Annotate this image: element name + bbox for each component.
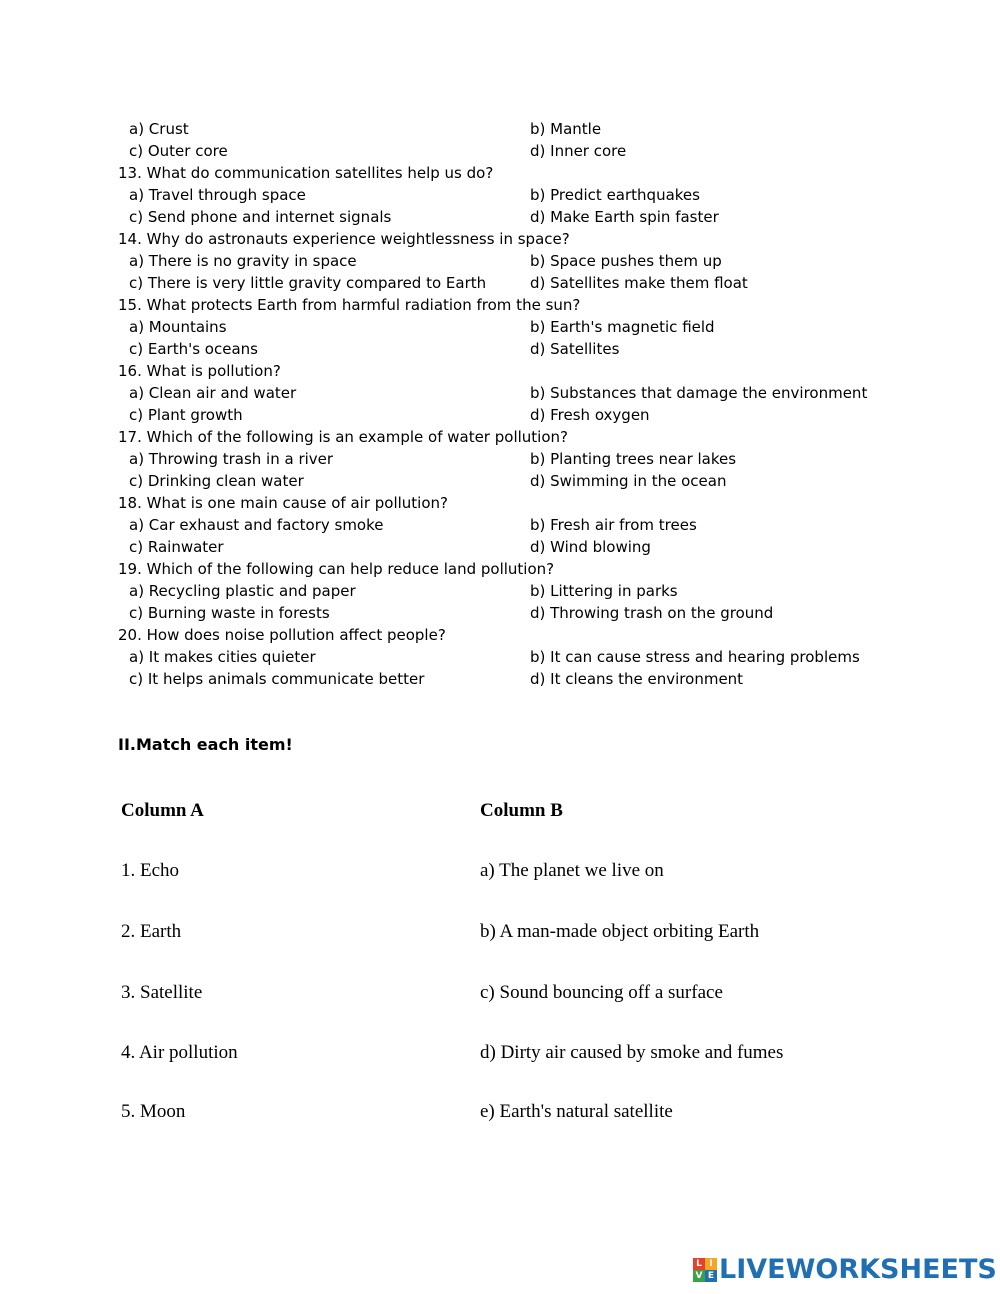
q15-option-a: a) Mountains <box>129 318 227 336</box>
logo-letter: L <box>693 1258 705 1270</box>
q12-option-c: c) Outer core <box>129 142 228 160</box>
q12-option-b: b) Mantle <box>530 120 602 138</box>
q16-question: 16. What is pollution? <box>118 362 281 380</box>
section-title: II.Match each item! <box>118 735 293 754</box>
q20-question: 20. How does noise pollution affect people? <box>118 626 446 644</box>
q14-option-a: a) There is no gravity in space <box>129 252 357 270</box>
q15-option-c: c) Earth's oceans <box>129 340 258 358</box>
q15-option-d: d) Satellites <box>530 340 620 358</box>
q15-question: 15. What protects Earth from harmful radiation from the sun? <box>118 296 581 314</box>
q17-option-c: c) Drinking clean water <box>129 472 304 490</box>
q16-option-b: b) Substances that damage the environment <box>530 384 868 402</box>
column-a-item: 4. Air pollution <box>121 1042 238 1063</box>
q16-option-c: c) Plant growth <box>129 406 243 424</box>
q14-option-b: b) Space pushes them up <box>530 252 722 270</box>
q19-option-d: d) Throwing trash on the ground <box>530 604 774 622</box>
q20-option-c: c) It helps animals communicate better <box>129 670 425 688</box>
q17-question: 17. Which of the following is an example of water pollution? <box>118 428 568 446</box>
column-a-item: 5. Moon <box>121 1101 186 1122</box>
logo-letter: I <box>705 1258 717 1270</box>
column-a-item: 1. Echo <box>121 860 180 881</box>
q16-option-a: a) Clean air and water <box>129 384 297 402</box>
column-b-item: b) A man-made object orbiting Earth <box>480 921 760 942</box>
q18-option-c: c) Rainwater <box>129 538 224 556</box>
q14-question: 14. Why do astronauts experience weightlessness in space? <box>118 230 570 248</box>
q15-option-b: b) Earth's magnetic field <box>530 318 715 336</box>
logo-letter: V <box>693 1270 705 1282</box>
q16-option-d: d) Fresh oxygen <box>530 406 650 424</box>
q12-option-a: a) Crust <box>129 120 189 138</box>
q17-option-b: b) Planting trees near lakes <box>530 450 737 468</box>
q19-question: 19. Which of the following can help reduce land pollution? <box>118 560 555 578</box>
column-b-item: c) Sound bouncing off a surface <box>480 982 723 1003</box>
column-b-item: e) Earth's natural satellite <box>480 1101 673 1122</box>
logo-letter: E <box>705 1270 717 1282</box>
column-b-header: Column B <box>480 800 563 821</box>
q19-option-b: b) Littering in parks <box>530 582 678 600</box>
q14-option-d: d) Satellites make them float <box>530 274 748 292</box>
q13-question: 13. What do communication satellites help us do? <box>118 164 494 182</box>
q13-option-b: b) Predict earthquakes <box>530 186 700 204</box>
q19-option-a: a) Recycling plastic and paper <box>129 582 356 600</box>
q17-option-d: d) Swimming in the ocean <box>530 472 727 490</box>
column-a-item: 3. Satellite <box>121 982 203 1003</box>
q18-option-d: d) Wind blowing <box>530 538 651 556</box>
q18-question: 18. What is one main cause of air pollution? <box>118 494 448 512</box>
q18-option-a: a) Car exhaust and factory smoke <box>129 516 384 534</box>
q17-option-a: a) Throwing trash in a river <box>129 450 334 468</box>
column-a-item: 2. Earth <box>121 921 182 942</box>
column-b-item: d) Dirty air caused by smoke and fumes <box>480 1042 784 1063</box>
q13-option-d: d) Make Earth spin faster <box>530 208 719 226</box>
q13-option-c: c) Send phone and internet signals <box>129 208 392 226</box>
q20-option-d: d) It cleans the environment <box>530 670 744 688</box>
column-a-header: Column A <box>121 800 204 821</box>
q20-option-b: b) It can cause stress and hearing problems <box>530 648 860 666</box>
q14-option-c: c) There is very little gravity compared to Earth <box>129 274 487 292</box>
logo-mark-icon <box>693 1258 717 1282</box>
q20-option-a: a) It makes cities quieter <box>129 648 316 666</box>
q13-option-a: a) Travel through space <box>129 186 306 204</box>
q18-option-b: b) Fresh air from trees <box>530 516 697 534</box>
logo-text: LIVEWORKSHEETS <box>719 1254 997 1285</box>
q19-option-c: c) Burning waste in forests <box>129 604 330 622</box>
column-b-item: a) The planet we live on <box>480 860 664 881</box>
q12-option-d: d) Inner core <box>530 142 627 160</box>
liveworksheets-logo <box>693 1255 997 1285</box>
